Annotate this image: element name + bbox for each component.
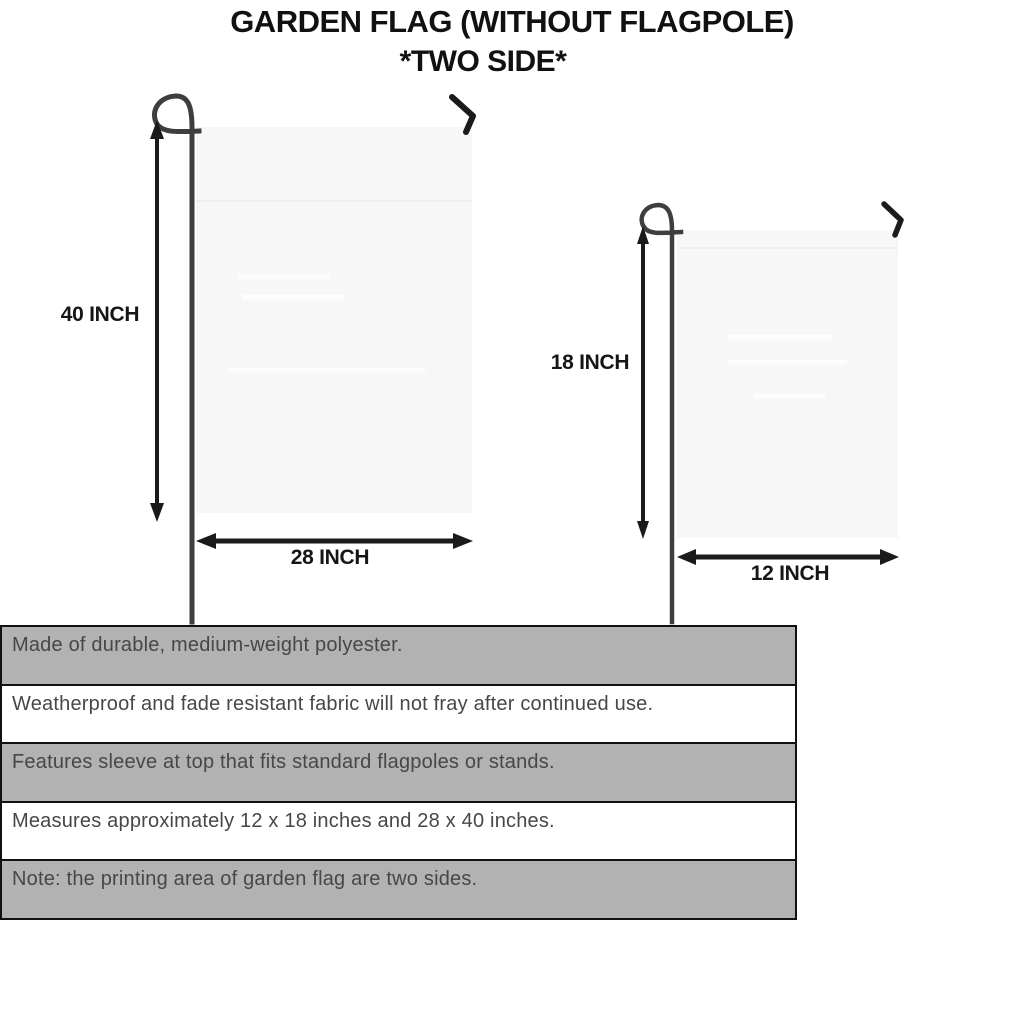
- feature-row: Note: the printing area of garden flag are two sides.: [2, 859, 795, 918]
- feature-row: Measures approximately 12 x 18 inches and 28 x 40 inches.: [2, 801, 795, 860]
- page-title: GARDEN FLAG (WITHOUT FLAGPOLE): [230, 4, 794, 39]
- feature-row: Made of durable, medium-weight polyester.: [2, 627, 795, 684]
- small-flag-group: [637, 204, 901, 622]
- features-table: [0, 625, 797, 920]
- large-flag-width-label: 28 INCH: [290, 546, 370, 569]
- feature-row: Features sleeve at top that fits standard flagpoles or stands.: [2, 742, 795, 801]
- large-flag-fabric: [196, 127, 472, 513]
- page-subtitle: *TWO SIDE*: [399, 45, 567, 78]
- large-flag-height-label: 40 INCH: [60, 303, 140, 326]
- feature-row: Weatherproof and fade resistant fabric will not fray after continued use.: [2, 684, 795, 743]
- small-flag-fabric: [677, 230, 898, 538]
- small-flag-width-label: 12 INCH: [750, 562, 830, 585]
- small-flagpole: [642, 205, 681, 622]
- large-flag-hook-icon: [452, 97, 473, 132]
- small-height-arrow: [637, 226, 649, 539]
- large-height-arrow: [150, 120, 164, 522]
- large-flag-group: [150, 96, 473, 622]
- large-flagpole: [154, 96, 199, 622]
- small-flag-height-label: 18 INCH: [550, 351, 630, 374]
